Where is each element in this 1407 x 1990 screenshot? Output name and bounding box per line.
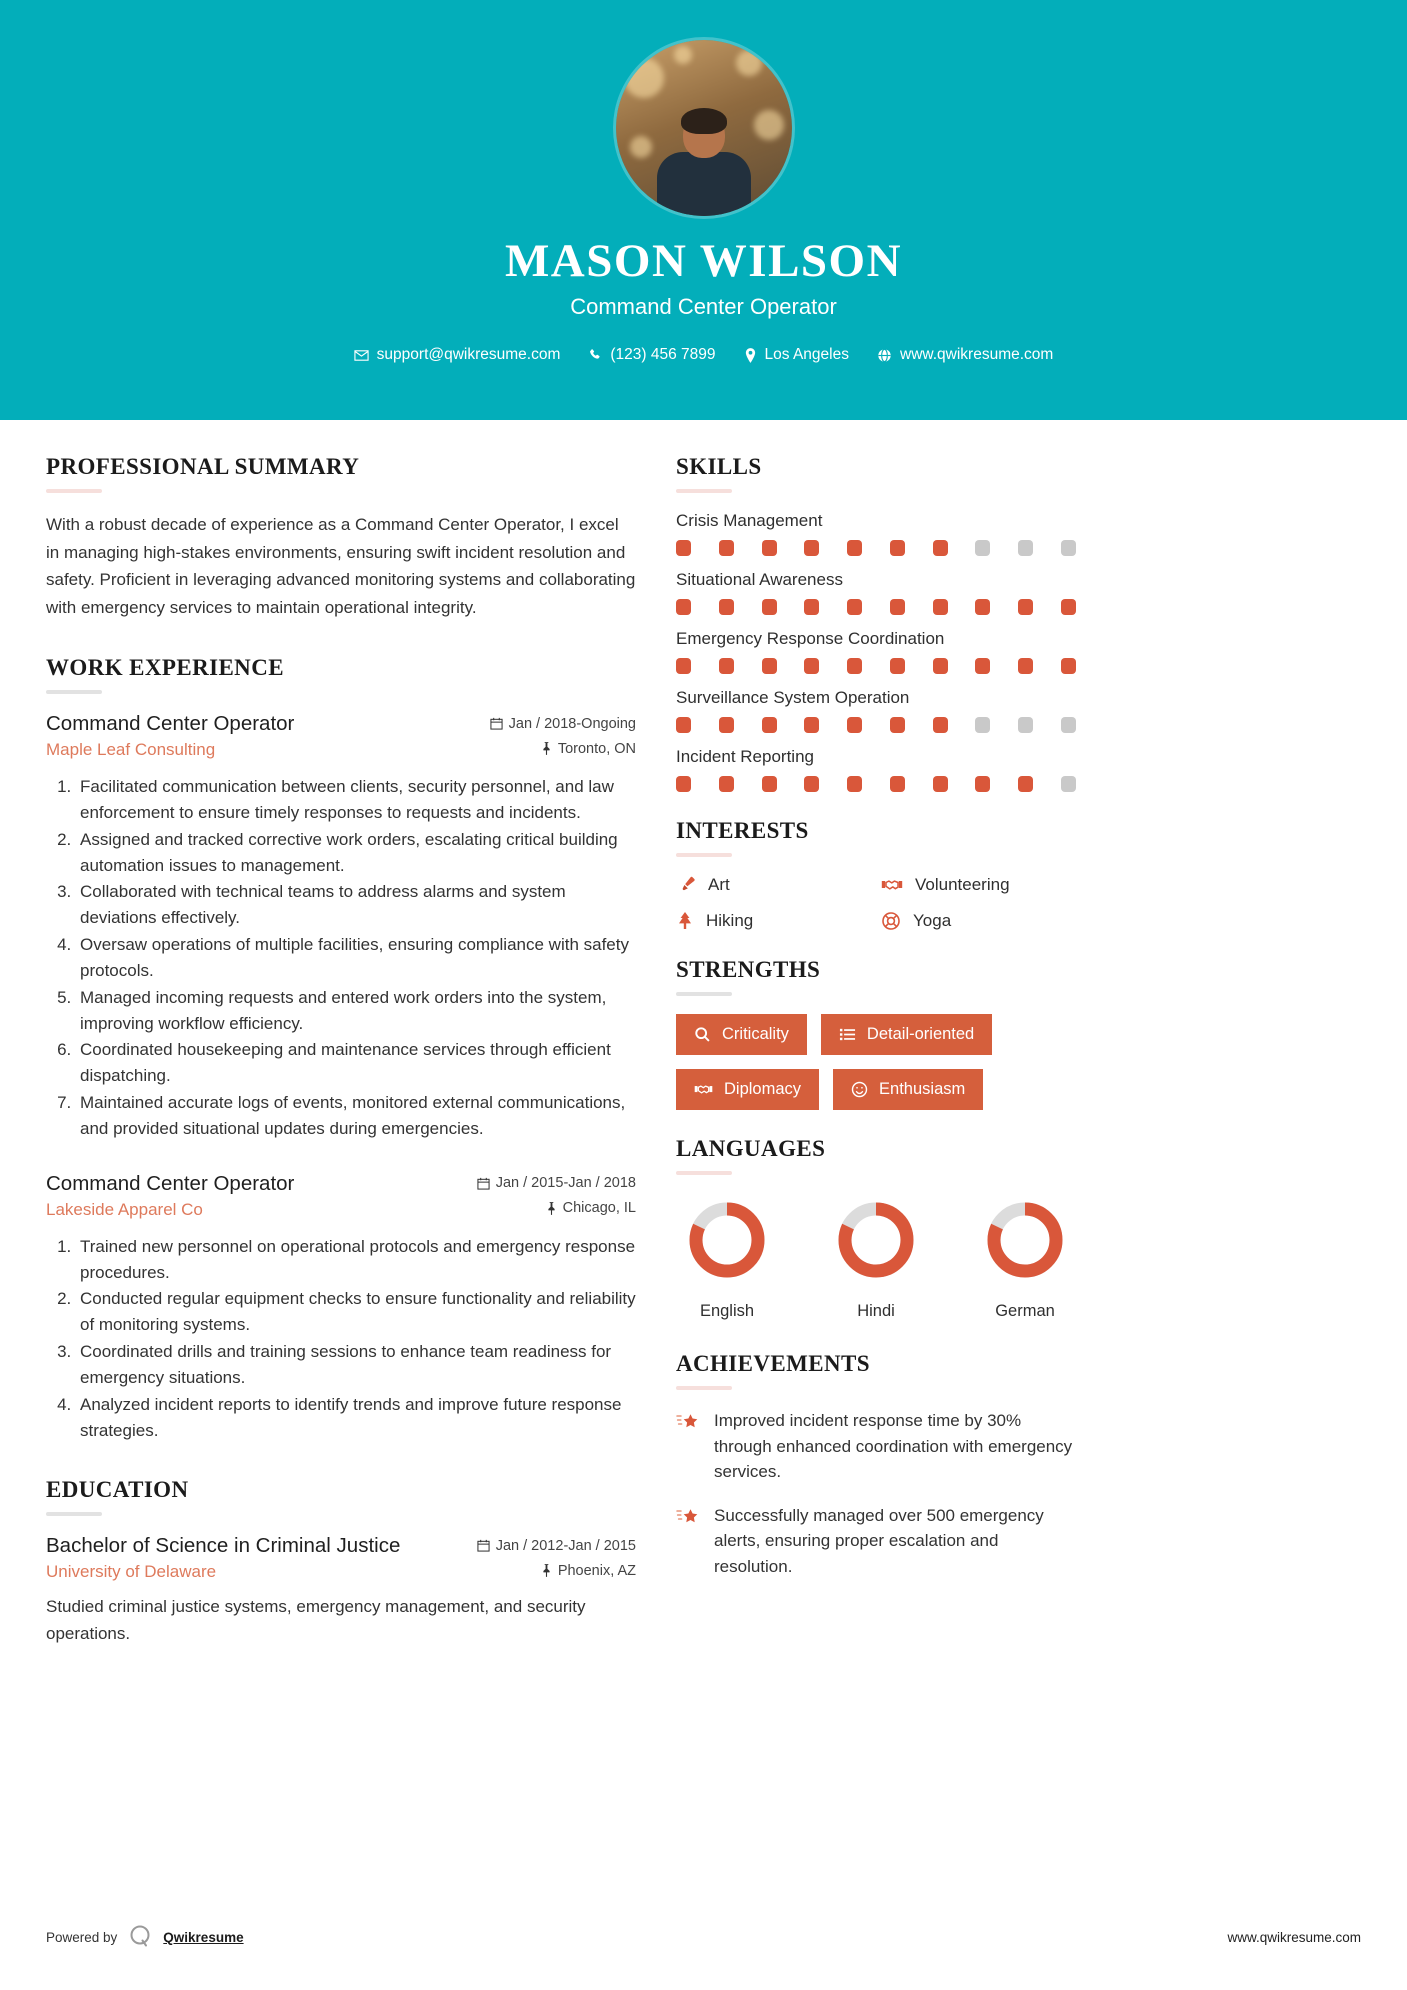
skill-dot [933,540,948,556]
skill-dot [890,599,905,615]
smiley-icon [851,1081,868,1098]
skill-name: Crisis Management [676,511,823,530]
skill-dot [975,540,990,556]
work-entry-dates-text: Jan / 2018-Ongoing [508,715,636,732]
interest-item [676,875,871,895]
work-entry-dates [477,1175,636,1191]
skill-name: Surveillance System Operation [676,688,910,707]
skill-dot [1018,599,1033,615]
language-label: Hindi [857,1302,895,1320]
work-entry-location-text: Toronto, ON [557,740,636,757]
list-item: 7. Maintained accurate logs of events, monitored external communications, and provided situational updates during emergencies. [76,1090,636,1142]
skill-dot [847,540,862,556]
strengths-heading: STRENGTHS [676,957,821,982]
interest-label: Art [708,875,730,894]
skill-dot [719,717,734,733]
section-interests [676,818,1076,931]
section-work-experience [46,655,636,1443]
contact-location-text: Los Angeles [764,346,849,363]
calendar-icon [477,1539,490,1552]
work-entry-bullets [46,1234,636,1444]
list-item: 6. Coordinated housekeeping and maintenance services through efficient dispatching. [76,1037,636,1089]
skill-rating [676,717,1076,733]
education-entry [46,1534,636,1647]
language-label: English [699,1302,755,1320]
work-entry-title: Command Center Operator [46,1171,295,1195]
life-ring-icon [881,911,901,931]
education-heading: EDUCATION [46,1477,189,1503]
right-column [676,454,1076,1647]
work-entry-bullets [46,774,636,1142]
skill-rating [676,599,1076,615]
skill-dot [1061,658,1076,674]
skill-dot [762,776,777,792]
page-title: MASON WILSON [504,235,903,287]
contact-phone-text: (123) 456 7899 [610,346,716,363]
achievement-text: Improved incident response time by 30% through enhanced coordination with emergency services. [714,1411,1073,1481]
skill-dot [1061,540,1076,556]
languages-list [676,1193,1076,1321]
skill-dot [804,658,819,674]
interest-item [881,875,1076,895]
language-donut [684,1197,770,1288]
calendar-icon [490,717,503,730]
section-rule [676,489,732,493]
skill-dot [890,776,905,792]
skill-name: Incident Reporting [676,747,814,766]
section-professional-summary [46,454,636,621]
summary-heading: PROFESSIONAL SUMMARY [46,454,360,479]
paintbrush-icon [676,875,696,895]
skill-dot [719,776,734,792]
skill-dot [975,599,990,615]
section-rule [46,690,102,694]
skill-dot [847,717,862,733]
skill-dot [719,540,734,556]
skill-rating [676,776,1076,792]
job-title: Command Center Operator [570,294,837,319]
list-item: 4. Oversaw operations of multiple facilities, ensuring compliance with safety protocols. [76,932,636,984]
section-education [46,1477,636,1647]
section-strengths [676,957,1076,1110]
skill-dot [676,717,691,733]
skill-item [676,511,1076,556]
section-rule [676,853,732,857]
resume-body [0,420,1407,1647]
skill-dot [1018,776,1033,792]
skill-dot [890,717,905,733]
section-rule [46,489,102,493]
work-entry-org: Maple Leaf Consulting [46,740,216,760]
work-entry [46,1172,636,1444]
education-entry-location [541,1563,636,1579]
list-item: 3. Coordinated drills and training sessions to enhance team readiness for emergency situations. [76,1339,636,1391]
language-label: German [995,1302,1055,1320]
skill-dot [933,599,948,615]
skill-dot [804,717,819,733]
skill-rating [676,540,1076,556]
skill-dot [676,776,691,792]
education-entry-description: Studied criminal justice systems, emergency management, and security operations. [46,1597,586,1643]
page-footer [0,1923,1407,1952]
tree-icon [676,911,694,931]
skill-dot [1061,717,1076,733]
skill-item [676,629,1076,674]
list-item: 1. Facilitated communication between clients, security personnel, and law enforcement to ensure timely responses to requests and incidents. [76,774,636,826]
phone-icon [588,348,602,362]
interest-label: Hiking [706,911,754,930]
resume-header [0,0,1407,420]
education-entry-title: Bachelor of Science in Criminal Justice [46,1534,401,1558]
footer-powered-by-label: Powered by [46,1930,118,1945]
handshake-icon [881,875,903,895]
interest-item [881,911,1076,931]
avatar [616,40,792,216]
skill-item [676,747,1076,792]
list-item: 2. Conducted regular equipment checks to ensure functionality and reliability of monitoring systems. [76,1286,636,1338]
list-icon [839,1026,856,1043]
achievement-item [676,1408,1076,1485]
skill-dot [1018,540,1033,556]
skill-dot [1061,599,1076,615]
pin-icon [541,1564,552,1577]
list-item: 2. Assigned and tracked corrective work orders, escalating critical building automation issues to management. [76,827,636,879]
skill-dot [890,658,905,674]
footer-website: www.qwikresume.com [1227,1930,1361,1945]
interest-label: Volunteering [915,875,1010,894]
skill-name: Situational Awareness [676,570,843,589]
work-entry-dates [490,716,636,732]
skill-dot [804,599,819,615]
strength-label: Enthusiasm [879,1080,966,1098]
skill-dot [847,658,862,674]
education-entry-dates-text: Jan / 2012-Jan / 2015 [495,1537,636,1554]
strength-badge-enthusiasm [833,1069,983,1110]
work-entry-dates-text: Jan / 2015-Jan / 2018 [495,1175,636,1192]
skill-dot [762,540,777,556]
skill-rating [676,658,1076,674]
globe-icon [877,348,892,363]
qwikresume-logo-icon [127,1923,153,1952]
skill-dot [804,540,819,556]
strengths-list [676,1014,1076,1110]
skill-dot [676,658,691,674]
contact-location[interactable] [735,346,858,364]
contact-website[interactable] [868,346,1062,364]
work-entry-location [541,741,636,757]
section-rule [676,1171,732,1175]
work-entry [46,712,636,1142]
interests-list [676,875,1076,931]
skill-dot [676,540,691,556]
skill-dot [890,540,905,556]
skill-dot [933,717,948,733]
interest-label: Yoga [913,911,952,930]
achievement-item [676,1503,1076,1580]
language-donut [982,1197,1068,1288]
skill-dot [933,658,948,674]
skill-dot [762,658,777,674]
work-entry-location-text: Chicago, IL [562,1200,636,1217]
section-achievements [676,1351,1076,1579]
search-icon [694,1026,711,1043]
skill-dot [1018,658,1033,674]
left-column [46,454,636,1647]
shooting-star-icon [676,1503,700,1580]
contact-bar [345,346,1063,364]
skill-dot [975,776,990,792]
calendar-icon [477,1177,490,1190]
language-donut [833,1197,919,1288]
map-pin-icon [744,348,757,363]
work-entry-location [546,1200,636,1216]
section-rule [46,1512,102,1516]
work-entry-title: Command Center Operator [46,712,295,736]
section-rule [676,992,732,996]
achievements-heading: ACHIEVEMENTS [676,1351,870,1376]
skill-dot [975,658,990,674]
education-entry-dates [477,1538,636,1554]
education-entry-org: University of Delaware [46,1562,217,1582]
skill-dot [719,658,734,674]
list-item: 1. Trained new personnel on operational protocols and emergency response procedures. [76,1234,636,1286]
work-heading: WORK EXPERIENCE [46,655,284,681]
list-item: 5. Managed incoming requests and entered work orders into the system, improving workflow efficiency. [76,985,636,1037]
interests-heading: INTERESTS [676,818,809,843]
qwikresume-link[interactable]: Qwikresume [163,1930,244,1945]
skill-dot [1061,776,1076,792]
pin-icon [546,1202,557,1215]
achievement-text: Successfully managed over 500 emergency alerts, ensuring proper escalation and resolution. [714,1505,1044,1576]
handshake-icon [694,1081,713,1098]
strength-badge-detail-oriented [821,1014,992,1055]
shooting-star-icon [676,1408,700,1485]
language-item [982,1197,1068,1321]
skill-dot [762,599,777,615]
section-languages [676,1136,1076,1321]
languages-heading: LANGUAGES [676,1136,826,1161]
language-item [684,1197,770,1321]
skill-dot [933,776,948,792]
interest-item [676,911,871,931]
skill-dot [1018,717,1033,733]
contact-email[interactable] [345,346,570,364]
skill-item [676,688,1076,733]
strength-badge-diplomacy [676,1069,819,1110]
skill-dot [676,599,691,615]
skill-name: Emergency Response Coordination [676,629,945,648]
skill-dot [847,776,862,792]
pin-icon [541,742,552,755]
section-skills [676,454,1076,792]
list-item: 4. Analyzed incident reports to identify trends and improve future response strategies. [76,1392,636,1444]
contact-website-text: www.qwikresume.com [900,346,1054,363]
skill-dot [975,717,990,733]
skill-dot [762,717,777,733]
envelope-icon [354,348,369,363]
strength-label: Diplomacy [724,1080,802,1098]
work-entry-org: Lakeside Apparel Co [46,1199,203,1219]
contact-phone[interactable] [579,346,724,364]
skill-item [676,570,1076,615]
strength-label: Detail-oriented [866,1025,975,1043]
strength-label: Criticality [722,1025,789,1043]
skill-dot [847,599,862,615]
skills-heading: SKILLS [676,454,762,479]
strength-badge-criticality [676,1014,807,1055]
contact-email-text: support@qwikresume.com [376,346,561,363]
summary-text: With a robust decade of experience as a Command Center Operator, I excel in managing high-stakes environments, ensuring swift incident resolution and safety. Proficient in leveraging advanced monitoring systems and collaborating with emergency services to maintain operational integrity. [46,515,636,617]
education-entry-location-text: Phoenix, AZ [557,1562,636,1579]
language-item [833,1197,919,1321]
skill-dot [804,776,819,792]
section-rule [676,1386,732,1390]
list-item: 3. Collaborated with technical teams to address alarms and system deviations effectively. [76,879,636,931]
skill-dot [719,599,734,615]
